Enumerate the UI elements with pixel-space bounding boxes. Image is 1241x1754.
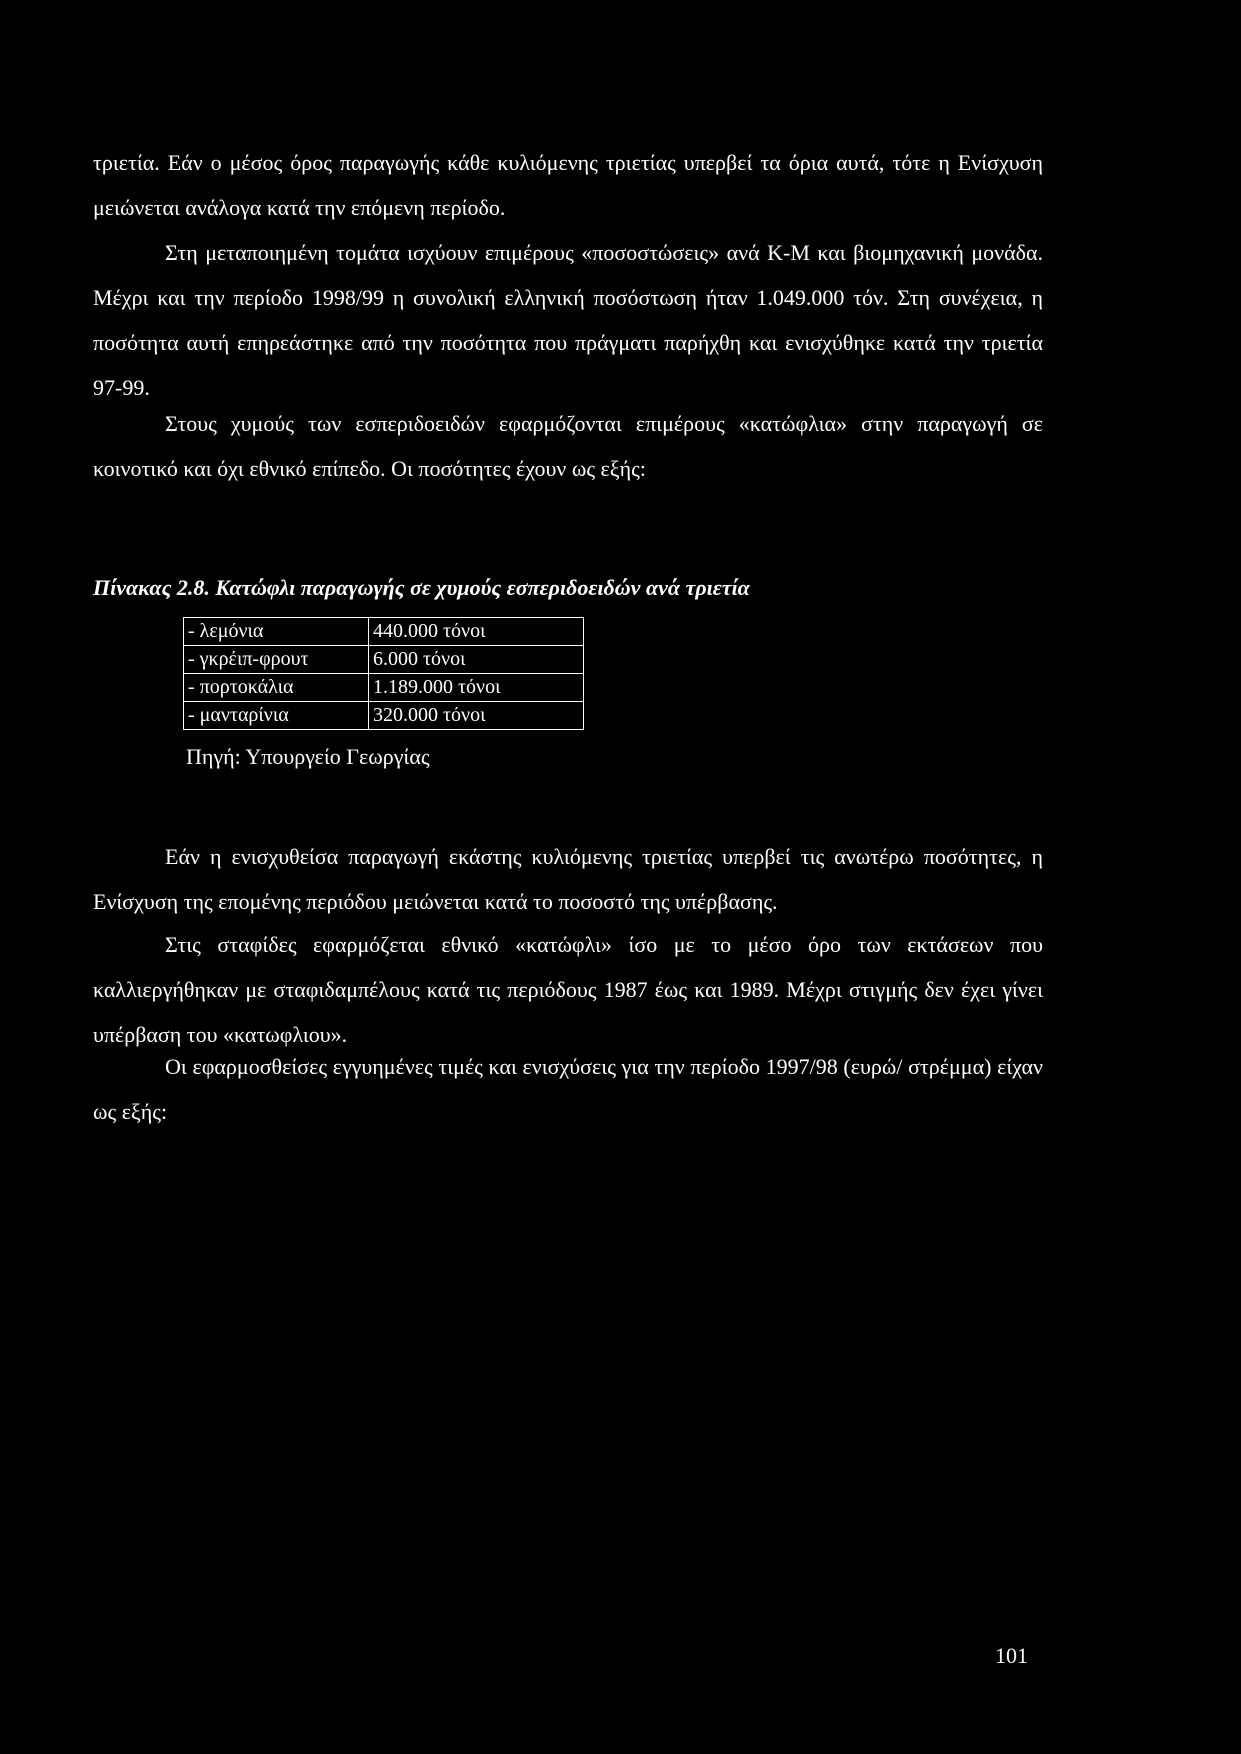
table-row — [184, 646, 584, 674]
table-row — [184, 674, 584, 702]
threshold-table — [183, 617, 584, 730]
table-row — [184, 702, 584, 730]
product-cell: - γκρέιπ-φρουτ — [184, 646, 369, 674]
quantity-cell: 6.000 τόνοι — [369, 646, 584, 674]
paragraph-prices-intro — [93, 1044, 1043, 1134]
paragraph-text: Στη μεταποιημένη τομάτα ισχύουν επιμέρους «ποσοστώσεις» ανά Κ-Μ και βιομηχανική μονάδα. Μέχρι και την περίοδο 1998/99 η συνολική ελληνική ποσόστωση ήταν 1.049.000 τόν. Στη συνέχεια, η ποσότητα αυτή επηρεάστηκε από την ποσότητα που πράγματι παρήχθη και ενισχύθηκε κατά την τριετία 97-99. — [93, 240, 1043, 400]
table-source: Πηγή: Υπουργείο Γεωργίας — [186, 744, 430, 769]
quantity-cell: 440.000 τόνοι — [369, 618, 584, 646]
paragraph-raisins — [93, 922, 1043, 1057]
paragraph-text: Οι εφαρμοσθείσες εγγυημένες τιμές και ενισχύσεις για την περίοδο 1997/98 (ευρώ/ στρέμμα) είχαν ως εξής: — [93, 1054, 1043, 1124]
product-cell: - πορτοκάλια — [184, 674, 369, 702]
paragraph-text: Στις σταφίδες εφαρμόζεται εθνικό «κατώφλι» ίσο με το μέσο όρο των εκτάσεων που καλλιεργήθηκαν με σταφιδαμπέλους κατά τις περιόδους 1987 έως και 1989. Μέχρι στιγμής δεν έχει γίνει υπέρβαση του «κατωφλιου». — [93, 932, 1043, 1047]
page-number: 101 — [995, 1643, 1028, 1668]
quantity-cell: 320.000 τόνοι — [369, 702, 584, 730]
table-title: Πίνακας 2.8. Κατώφλι παραγωγής σε χυμούς εσπεριδοειδών ανά τριετία — [93, 575, 750, 600]
quantity-cell: 1.189.000 τόνοι — [369, 674, 584, 702]
paragraph-continuation: τριετία. Εάν ο μέσος όρος παραγωγής κάθε κυλιόμενης τριετίας υπερβεί τα όρια αυτά, τότε η Ενίσχυση μειώνεται ανάλογα κατά την επόμενη περίοδο. — [93, 150, 1043, 220]
product-cell: - λεμόνια — [184, 618, 369, 646]
paragraph-citrus-thresholds — [93, 401, 1043, 491]
paragraph-reduction-rule — [93, 834, 1043, 924]
paragraph-text: Στους χυμούς των εσπεριδοειδών εφαρμόζονται επιμέρους «κατώφλια» στην παραγωγή σε κοινοτικό και όχι εθνικό επίπεδο. Οι ποσότητες έχουν ως εξής: — [93, 411, 1043, 481]
table-row — [184, 618, 584, 646]
paragraph-text: Εάν η ενισχυθείσα παραγωγή εκάστης κυλιόμενης τριετίας υπερβεί τις ανωτέρω ποσότητες, η Ενίσχυση της επομένης περιόδου μειώνεται κατά το ποσοστό της υπέρβασης. — [93, 844, 1043, 914]
product-cell: - μανταρίνια — [184, 702, 369, 730]
paragraph-tomato-quotas — [93, 230, 1043, 410]
